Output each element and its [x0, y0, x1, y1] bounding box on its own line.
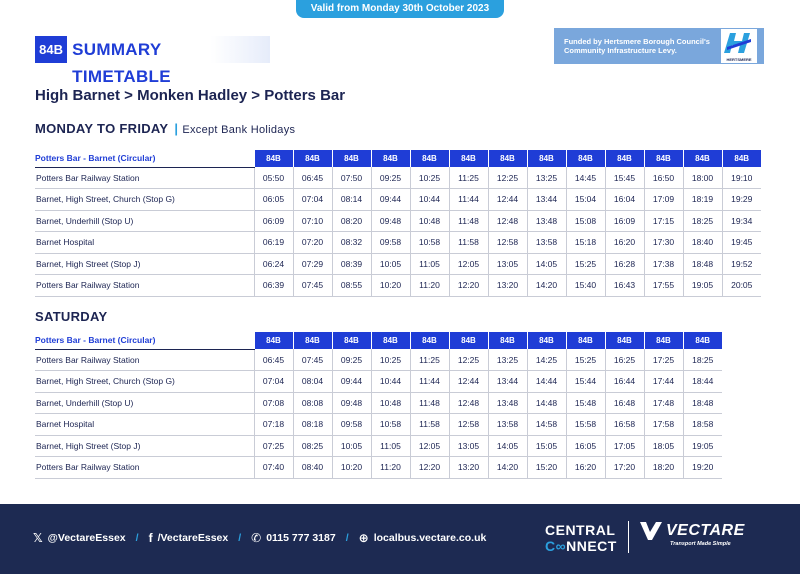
service-header: 84B [488, 332, 527, 349]
departure-time: 13:05 [449, 435, 488, 457]
footer-separator: / [345, 532, 349, 544]
globe-icon: ⊕ [358, 531, 369, 545]
service-header: 84B [644, 332, 683, 349]
departure-time: 14:44 [527, 371, 566, 393]
departure-time: 09:44 [332, 371, 371, 393]
departure-time: 17:20 [605, 457, 644, 479]
departure-time: 11:05 [410, 253, 449, 275]
hertsmere-caption: HERTSMERE [726, 57, 752, 62]
route-label: Potters Bar - Barnet (Circular) [35, 332, 254, 349]
phone-icon: ✆ [251, 531, 262, 545]
table-row [35, 435, 722, 457]
departure-time: 19:05 [683, 435, 722, 457]
departure-time: 18:05 [644, 435, 683, 457]
departure-time: 19:10 [722, 167, 761, 189]
departure-time: 13:20 [449, 457, 488, 479]
weekday-subheading: Except Bank Holidays [182, 124, 296, 136]
departure-time: 16:43 [605, 275, 644, 297]
departure-time: 08:08 [293, 392, 332, 414]
departure-time: 19:34 [722, 210, 761, 232]
table-row [35, 414, 722, 436]
departure-time: 14:58 [527, 414, 566, 436]
vectare-v-icon [640, 522, 662, 540]
departure-time: 16:48 [605, 392, 644, 414]
departure-time: 11:25 [449, 167, 488, 189]
departure-time: 07:04 [293, 189, 332, 211]
twitter-handle: @VectareEssex [47, 532, 126, 544]
service-header: 84B [449, 150, 488, 167]
departure-time: 09:25 [371, 167, 410, 189]
departure-time: 12:44 [449, 371, 488, 393]
departure-time: 17:09 [644, 189, 683, 211]
stop-name: Barnet, High Street (Stop J) [35, 435, 254, 457]
hertsmere-h-graphic [724, 31, 754, 55]
departure-time: 16:04 [605, 189, 644, 211]
departure-time: 17:38 [644, 253, 683, 275]
footer-links [33, 531, 486, 545]
vectare-logo [640, 522, 755, 547]
departure-time: 16:25 [605, 349, 644, 371]
table-row [35, 371, 722, 393]
stop-name: Potters Bar Railway Station [35, 457, 254, 479]
departure-time: 14:05 [527, 253, 566, 275]
departure-time: 15:40 [566, 275, 605, 297]
departure-time: 07:40 [254, 457, 293, 479]
departure-time: 15:48 [566, 392, 605, 414]
title-bar [35, 36, 270, 86]
departure-time: 13:20 [488, 275, 527, 297]
saturday-timetable [35, 332, 722, 479]
departure-time: 18:20 [644, 457, 683, 479]
departure-time: 12:25 [449, 349, 488, 371]
footer [0, 504, 800, 574]
departure-time: 14:20 [527, 275, 566, 297]
stop-name: Barnet Hospital [35, 414, 254, 436]
departure-time: 17:55 [644, 275, 683, 297]
table-row [35, 253, 761, 275]
connect-text [545, 538, 625, 554]
route-heading: High Barnet > Monken Hadley > Potters Bar [35, 87, 346, 104]
table-row [35, 232, 761, 254]
departure-time: 07:45 [293, 275, 332, 297]
table-row [35, 349, 722, 371]
departure-time: 09:25 [332, 349, 371, 371]
departure-time: 18:44 [683, 371, 722, 393]
service-header: 84B [293, 332, 332, 349]
departure-time: 14:20 [488, 457, 527, 479]
vectare-tagline: Transport Made Simple [670, 541, 731, 547]
facebook-handle: /VectareEssex [157, 532, 229, 544]
departure-time: 07:45 [293, 349, 332, 371]
funding-text: Funded by Hertsmere Borough Council's Community Infrastructure Levy. [564, 37, 710, 55]
departure-time: 18:19 [683, 189, 722, 211]
departure-time: 14:45 [566, 167, 605, 189]
service-header: 84B [488, 150, 527, 167]
service-header: 84B [410, 332, 449, 349]
departure-time: 10:05 [332, 435, 371, 457]
page-title: SUMMARY TIMETABLE [72, 36, 270, 63]
weekday-timetable [35, 150, 761, 297]
stop-name: Barnet, High Street (Stop J) [35, 253, 254, 275]
service-header: 84B [566, 332, 605, 349]
departure-time: 09:58 [332, 414, 371, 436]
departure-time: 07:08 [254, 392, 293, 414]
stop-name: Barnet, High Street, Church (Stop G) [35, 371, 254, 393]
departure-time: 17:15 [644, 210, 683, 232]
website-url: localbus.vectare.co.uk [373, 532, 487, 544]
departure-time: 13:44 [488, 371, 527, 393]
departure-time: 18:00 [683, 167, 722, 189]
departure-time: 08:25 [293, 435, 332, 457]
departure-time: 10:48 [371, 392, 410, 414]
phone-number: 0115 777 3187 [266, 532, 336, 544]
table-row [35, 210, 761, 232]
departure-time: 18:48 [683, 392, 722, 414]
departure-time: 06:45 [254, 349, 293, 371]
departure-time: 08:14 [332, 189, 371, 211]
footer-separator: / [238, 532, 242, 544]
departure-time: 06:45 [293, 167, 332, 189]
departure-time: 19:05 [683, 275, 722, 297]
validity-banner: Valid from Monday 30th October 2023 [296, 0, 504, 18]
departure-time: 10:25 [371, 349, 410, 371]
departure-time: 08:20 [332, 210, 371, 232]
departure-time: 18:58 [683, 414, 722, 436]
departure-time: 16:20 [605, 232, 644, 254]
table-row [35, 189, 761, 211]
departure-time: 11:48 [410, 392, 449, 414]
departure-time: 11:20 [371, 457, 410, 479]
saturday-heading-text: SATURDAY [35, 309, 108, 324]
departure-time: 18:25 [683, 349, 722, 371]
service-header: 84B [449, 332, 488, 349]
departure-time: 13:58 [488, 414, 527, 436]
departure-time: 12:05 [449, 253, 488, 275]
route-badge: 84B [35, 36, 67, 63]
departure-time: 16:20 [566, 457, 605, 479]
departure-time: 15:04 [566, 189, 605, 211]
departure-time: 13:25 [488, 349, 527, 371]
departure-time: 12:05 [410, 435, 449, 457]
connect-rest: NNECT [566, 538, 617, 554]
departure-time: 10:25 [410, 167, 449, 189]
departure-time: 10:48 [410, 210, 449, 232]
departure-time: 17:58 [644, 414, 683, 436]
route-label: Potters Bar - Barnet (Circular) [35, 150, 254, 167]
departure-time: 17:48 [644, 392, 683, 414]
service-header: 84B [332, 332, 371, 349]
facebook-icon: f [148, 531, 153, 545]
departure-time: 14:48 [527, 392, 566, 414]
header-row [35, 150, 761, 167]
departure-time: 15:25 [566, 349, 605, 371]
table-row [35, 167, 761, 189]
departure-time: 13:44 [527, 189, 566, 211]
departure-time: 16:09 [605, 210, 644, 232]
service-header: 84B [683, 150, 722, 167]
departure-time: 11:58 [449, 232, 488, 254]
departure-time: 15:18 [566, 232, 605, 254]
departure-time: 15:58 [566, 414, 605, 436]
departure-time: 17:30 [644, 232, 683, 254]
service-header: 84B [605, 332, 644, 349]
departure-time: 09:48 [371, 210, 410, 232]
stop-name: Barnet, High Street, Church (Stop G) [35, 189, 254, 211]
departure-time: 14:05 [488, 435, 527, 457]
connect-c: C [545, 538, 556, 554]
departure-time: 08:55 [332, 275, 371, 297]
service-header: 84B [527, 150, 566, 167]
departure-time: 07:04 [254, 371, 293, 393]
departure-time: 12:44 [488, 189, 527, 211]
departure-time: 13:25 [527, 167, 566, 189]
departure-time: 13:05 [488, 253, 527, 275]
service-header: 84B [683, 332, 722, 349]
brand-divider [628, 521, 629, 553]
service-header: 84B [254, 332, 293, 349]
departure-time: 10:44 [371, 371, 410, 393]
departure-time: 11:20 [410, 275, 449, 297]
departure-time: 12:58 [449, 414, 488, 436]
departure-time: 10:05 [371, 253, 410, 275]
departure-time: 13:48 [527, 210, 566, 232]
table-row [35, 275, 761, 297]
x-twitter-icon: 𝕏 [33, 531, 43, 545]
heading-separator: | [174, 121, 179, 136]
departure-time: 18:48 [683, 253, 722, 275]
vectare-text: VECTARE [666, 522, 745, 539]
weekday-heading-text: MONDAY TO FRIDAY [35, 121, 169, 136]
departure-time: 06:39 [254, 275, 293, 297]
service-header: 84B [410, 150, 449, 167]
stop-name: Potters Bar Railway Station [35, 349, 254, 371]
departure-time: 15:08 [566, 210, 605, 232]
departure-time: 15:44 [566, 371, 605, 393]
departure-time: 09:44 [371, 189, 410, 211]
departure-time: 16:44 [605, 371, 644, 393]
departure-time: 07:20 [293, 232, 332, 254]
departure-time: 16:58 [605, 414, 644, 436]
service-header: 84B [527, 332, 566, 349]
saturday-heading [35, 309, 107, 324]
departure-time: 06:05 [254, 189, 293, 211]
departure-time: 15:25 [566, 253, 605, 275]
service-header: 84B [371, 332, 410, 349]
service-header: 84B [644, 150, 683, 167]
departure-time: 13:48 [488, 392, 527, 414]
departure-time: 12:48 [488, 210, 527, 232]
funding-notice [554, 28, 764, 64]
stop-name: Barnet, Underhill (Stop U) [35, 392, 254, 414]
departure-time: 08:04 [293, 371, 332, 393]
departure-time: 10:58 [410, 232, 449, 254]
footer-separator: / [135, 532, 139, 544]
departure-time: 18:25 [683, 210, 722, 232]
facebook-link[interactable] [149, 531, 229, 545]
departure-time: 15:20 [527, 457, 566, 479]
departure-time: 07:18 [254, 414, 293, 436]
departure-time: 11:44 [449, 189, 488, 211]
service-header: 84B [371, 150, 410, 167]
departure-time: 08:18 [293, 414, 332, 436]
departure-time: 06:19 [254, 232, 293, 254]
service-header: 84B [605, 150, 644, 167]
departure-time: 12:25 [488, 167, 527, 189]
departure-time: 16:05 [566, 435, 605, 457]
departure-time: 11:05 [371, 435, 410, 457]
departure-time: 09:58 [371, 232, 410, 254]
departure-time: 08:32 [332, 232, 371, 254]
departure-time: 12:48 [449, 392, 488, 414]
service-header: 84B [332, 150, 371, 167]
departure-time: 10:20 [371, 275, 410, 297]
departure-time: 11:44 [410, 371, 449, 393]
service-header: 84B [293, 150, 332, 167]
central-text: CENTRAL [545, 522, 616, 538]
departure-time: 07:50 [332, 167, 371, 189]
departure-time: 14:25 [527, 349, 566, 371]
departure-time: 17:44 [644, 371, 683, 393]
departure-time: 10:20 [332, 457, 371, 479]
departure-time: 13:58 [527, 232, 566, 254]
departure-time: 16:28 [605, 253, 644, 275]
departure-time: 08:39 [332, 253, 371, 275]
departure-time: 06:24 [254, 253, 293, 275]
departure-time: 12:20 [410, 457, 449, 479]
departure-time: 08:40 [293, 457, 332, 479]
website-link[interactable] [359, 531, 487, 545]
departure-time: 10:58 [371, 414, 410, 436]
twitter-link[interactable] [33, 531, 126, 545]
vectare-wordmark [640, 522, 755, 540]
phone-link[interactable] [251, 531, 336, 545]
table-row [35, 457, 722, 479]
departure-time: 05:50 [254, 167, 293, 189]
departure-time: 06:09 [254, 210, 293, 232]
departure-time: 19:20 [683, 457, 722, 479]
departure-time: 11:48 [449, 210, 488, 232]
departure-time: 09:48 [332, 392, 371, 414]
departure-time: 20:05 [722, 275, 761, 297]
departure-time: 19:45 [722, 232, 761, 254]
hertsmere-logo-icon [720, 28, 758, 64]
stop-name: Barnet, Underhill (Stop U) [35, 210, 254, 232]
departure-time: 18:40 [683, 232, 722, 254]
departure-time: 19:52 [722, 253, 761, 275]
departure-time: 15:05 [527, 435, 566, 457]
stop-name: Potters Bar Railway Station [35, 167, 254, 189]
stop-name: Barnet Hospital [35, 232, 254, 254]
connect-o-icon: ∞ [555, 538, 567, 554]
service-header: 84B [254, 150, 293, 167]
service-header: 84B [566, 150, 605, 167]
departure-time: 19:29 [722, 189, 761, 211]
header-row [35, 332, 722, 349]
central-connect-logo [545, 522, 625, 554]
departure-time: 17:05 [605, 435, 644, 457]
departure-time: 11:25 [410, 349, 449, 371]
table-row [35, 392, 722, 414]
departure-time: 17:25 [644, 349, 683, 371]
departure-time: 16:50 [644, 167, 683, 189]
departure-time: 11:58 [410, 414, 449, 436]
departure-time: 12:20 [449, 275, 488, 297]
weekday-heading [35, 121, 295, 136]
departure-time: 12:58 [488, 232, 527, 254]
departure-time: 07:25 [254, 435, 293, 457]
service-header: 84B [722, 150, 761, 167]
departure-time: 07:10 [293, 210, 332, 232]
departure-time: 15:45 [605, 167, 644, 189]
departure-time: 10:44 [410, 189, 449, 211]
stop-name: Potters Bar Railway Station [35, 275, 254, 297]
departure-time: 07:29 [293, 253, 332, 275]
